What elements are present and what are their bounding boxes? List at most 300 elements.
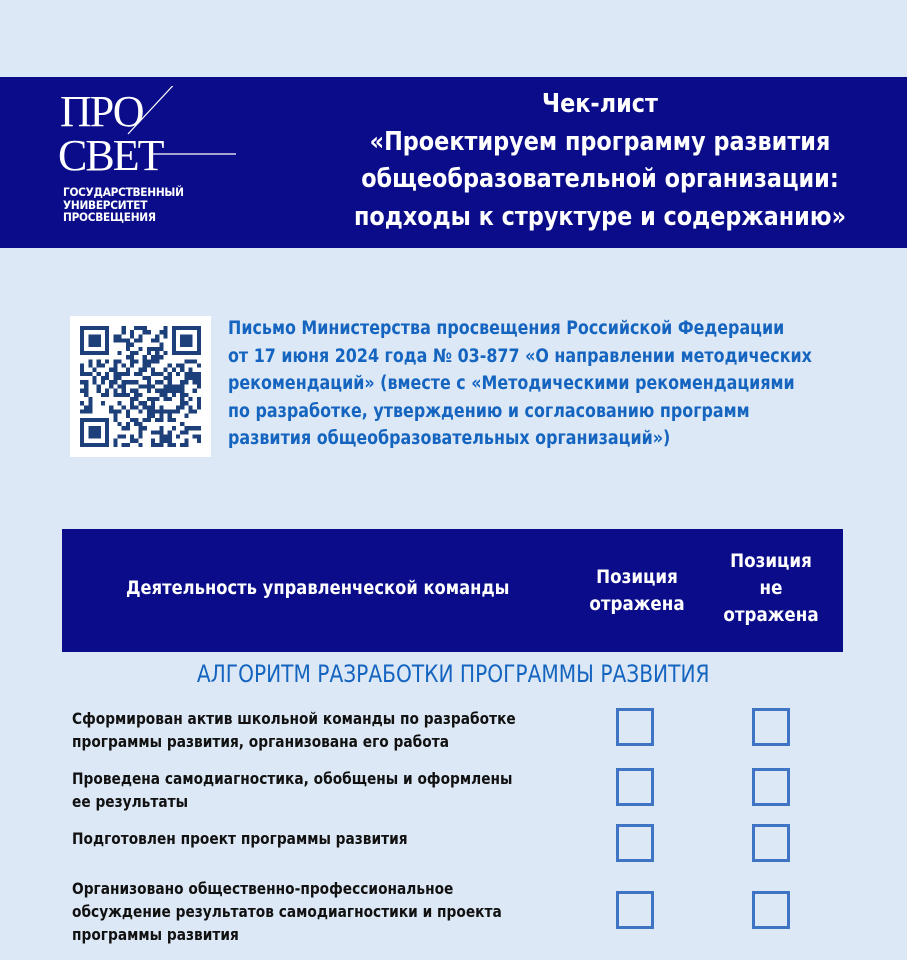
qr-module [105, 326, 109, 330]
qr-module [151, 347, 155, 351]
qr-module [101, 326, 105, 330]
qr-module [159, 414, 163, 418]
qr-module [84, 351, 88, 355]
qr-module [134, 439, 138, 443]
qr-module [80, 343, 84, 347]
qr-module [134, 380, 138, 384]
qr-module [138, 326, 142, 330]
qr-module [80, 347, 84, 351]
qr-module [151, 359, 155, 363]
logo-subtitle-line: ПРОСВЕЩЕНИЯ [63, 210, 156, 224]
qr-module [168, 439, 172, 443]
qr-module [93, 380, 97, 384]
qr-module [188, 339, 192, 343]
qr-module [130, 380, 134, 384]
qr-module [155, 418, 159, 422]
qr-module [134, 397, 138, 401]
qr-module [88, 343, 92, 347]
qr-module [184, 426, 188, 430]
qr-module [188, 397, 192, 401]
checkbox-not-reflected[interactable] [752, 768, 790, 806]
qr-module [101, 380, 105, 384]
qr-module [130, 418, 134, 422]
qr-module [180, 384, 184, 388]
qr-module [84, 409, 88, 413]
checkbox-not-reflected[interactable] [752, 824, 790, 862]
qr-module [80, 326, 84, 330]
row-text [72, 877, 632, 946]
qr-module [101, 364, 105, 368]
qr-module [130, 397, 134, 401]
qr-module [159, 443, 163, 447]
qr-module [168, 430, 172, 434]
qr-module [147, 364, 151, 368]
qr-module [197, 364, 201, 368]
qr-module [159, 380, 163, 384]
qr-module [118, 372, 122, 376]
qr-module [105, 351, 109, 355]
qr-module [126, 422, 130, 426]
qr-module [193, 359, 197, 363]
qr-module [184, 351, 188, 355]
qr-module [97, 339, 101, 343]
qr-module [197, 397, 201, 401]
qr-module [188, 426, 192, 430]
qr-module [88, 326, 92, 330]
qr-module [151, 372, 155, 376]
qr-module [97, 364, 101, 368]
qr-module [126, 347, 130, 351]
qr-module [105, 389, 109, 393]
qr-module [151, 397, 155, 401]
qr-module [80, 380, 84, 384]
qr-module [188, 368, 192, 372]
qr-module [180, 334, 184, 338]
qr-module [126, 409, 130, 413]
qr-module [151, 443, 155, 447]
qr-module [147, 376, 151, 380]
qr-module [105, 430, 109, 434]
qr-module [159, 389, 163, 393]
qr-module [126, 443, 130, 447]
qr-module [155, 397, 159, 401]
qr-module [80, 430, 84, 434]
qr-module [155, 351, 159, 355]
qr-module [122, 393, 126, 397]
qr-module [176, 409, 180, 413]
qr-module [151, 414, 155, 418]
qr-module [168, 364, 172, 368]
qr-module [134, 372, 138, 376]
column-header-line: не [759, 577, 783, 599]
qr-module [197, 376, 201, 380]
qr-module [93, 368, 97, 372]
qr-module [105, 393, 109, 397]
qr-module [113, 359, 117, 363]
section-title [0, 660, 907, 688]
qr-module [130, 389, 134, 393]
qr-module [134, 422, 138, 426]
qr-module [109, 405, 113, 409]
qr-module [163, 384, 167, 388]
qr-module [88, 405, 92, 409]
qr-module [163, 326, 167, 330]
qr-module [126, 368, 130, 372]
qr-module [88, 426, 92, 430]
qr-module [147, 359, 151, 363]
qr-module [101, 418, 105, 422]
qr-module [151, 401, 155, 405]
checkbox-reflected[interactable] [616, 824, 654, 862]
qr-module [180, 364, 184, 368]
qr-module [105, 347, 109, 351]
qr-module [88, 397, 92, 401]
qr-module [105, 372, 109, 376]
column-header-not-reflected [711, 548, 831, 629]
qr-module [118, 401, 122, 405]
qr-module [80, 418, 84, 422]
section-title-text: АЛГОРИТМ РАЗРАБОТКИ ПРОГРАММЫ РАЗВИТИЯ [197, 660, 710, 688]
qr-module [122, 384, 126, 388]
qr-module [88, 372, 92, 376]
qr-module [130, 405, 134, 409]
qr-module [172, 409, 176, 413]
qr-module [188, 405, 192, 409]
qr-module [126, 339, 130, 343]
qr-module [159, 343, 163, 347]
letter-line: Письмо Министерства просвещения Российской Федерации [228, 318, 785, 339]
qr-module [163, 439, 167, 443]
qr-module [151, 405, 155, 409]
qr-module [130, 343, 134, 347]
qr-module [143, 355, 147, 359]
qr-module [159, 330, 163, 334]
qr-module [147, 414, 151, 418]
column-header-line: Позиция [730, 550, 812, 572]
qr-module [163, 434, 167, 438]
qr-module [80, 422, 84, 426]
qr-module [101, 351, 105, 355]
qr-module [163, 409, 167, 413]
qr-module [97, 372, 101, 376]
qr-module [143, 330, 147, 334]
qr-module [197, 426, 201, 430]
qr-module [193, 434, 197, 438]
qr-module [197, 326, 201, 330]
row-text [72, 707, 632, 753]
qr-module [113, 368, 117, 372]
qr-module [180, 405, 184, 409]
row-text-line: Сформирован актив школьной команды по разработке [72, 709, 516, 728]
qr-module [193, 372, 197, 376]
qr-module [138, 430, 142, 434]
qr-module [130, 434, 134, 438]
qr-module [163, 368, 167, 372]
qr-module [105, 434, 109, 438]
qr-module [118, 409, 122, 413]
qr-module [188, 351, 192, 355]
qr-module [80, 439, 84, 443]
qr-module [130, 401, 134, 405]
qr-module [197, 343, 201, 347]
qr-module [197, 351, 201, 355]
qr-module [197, 330, 201, 334]
qr-module [184, 359, 188, 363]
qr-module [193, 376, 197, 380]
qr-module [130, 359, 134, 363]
qr-module [122, 380, 126, 384]
qr-module [134, 405, 138, 409]
qr-module [159, 439, 163, 443]
qr-module [113, 439, 117, 443]
qr-module [147, 409, 151, 413]
checkbox-reflected[interactable] [616, 708, 654, 746]
qr-module [159, 409, 163, 413]
qr-module [155, 389, 159, 393]
row-text-line: Проведена самодиагностика, обобщены и оформлены [72, 769, 513, 788]
qr-module [180, 380, 184, 384]
qr-module [134, 351, 138, 355]
checkbox-reflected[interactable] [616, 768, 654, 806]
qr-module [122, 443, 126, 447]
column-header-activity: Деятельность управленческой команды [126, 577, 510, 599]
prosvet-logo-mark [40, 86, 250, 186]
qr-module [113, 376, 117, 380]
qr-module [130, 364, 134, 368]
qr-module [134, 389, 138, 393]
qr-module [113, 409, 117, 413]
qr-code[interactable] [70, 316, 211, 457]
qr-module [176, 384, 180, 388]
qr-module [138, 368, 142, 372]
qr-module [159, 355, 163, 359]
qr-module [197, 347, 201, 351]
qr-module [180, 339, 184, 343]
qr-module [143, 359, 147, 363]
title-line: Чек-лист [542, 89, 658, 119]
qr-module [122, 326, 126, 330]
qr-module [184, 401, 188, 405]
row-text-line: ее результаты [72, 792, 189, 811]
qr-module [126, 343, 130, 347]
qr-module [80, 443, 84, 447]
qr-module [176, 364, 180, 368]
qr-module [197, 339, 201, 343]
qr-module [184, 393, 188, 397]
qr-module [172, 347, 176, 351]
qr-module [105, 334, 109, 338]
qr-module [159, 434, 163, 438]
qr-module [84, 372, 88, 376]
qr-module [88, 409, 92, 413]
qr-module [80, 401, 84, 405]
qr-module [155, 339, 159, 343]
qr-module [172, 426, 176, 430]
qr-module [101, 401, 105, 405]
qr-code-icon [80, 326, 201, 447]
qr-module [126, 393, 130, 397]
qr-module [147, 389, 151, 393]
qr-module [130, 334, 134, 338]
letter-line: развития общеобразовательных организаций») [228, 428, 671, 449]
qr-module [168, 409, 172, 413]
qr-module [118, 393, 122, 397]
qr-module [159, 405, 163, 409]
qr-module [97, 434, 101, 438]
qr-module [180, 443, 184, 447]
qr-module [122, 434, 126, 438]
qr-module [84, 443, 88, 447]
qr-module [193, 409, 197, 413]
qr-module [126, 414, 130, 418]
qr-module [163, 397, 167, 401]
qr-module [93, 339, 97, 343]
qr-module [93, 376, 97, 380]
qr-module [97, 418, 101, 422]
qr-module [168, 372, 172, 376]
qr-module [168, 414, 172, 418]
qr-module [97, 426, 101, 430]
qr-module [172, 326, 176, 330]
qr-module [118, 422, 122, 426]
table-header [62, 529, 843, 652]
qr-module [113, 393, 117, 397]
qr-module [93, 434, 97, 438]
qr-module [80, 368, 84, 372]
qr-module [180, 389, 184, 393]
qr-module [118, 339, 122, 343]
qr-module [197, 380, 201, 384]
qr-module [151, 368, 155, 372]
qr-module [80, 330, 84, 334]
qr-module [113, 389, 117, 393]
qr-module [143, 401, 147, 405]
qr-module [118, 359, 122, 363]
qr-module [184, 334, 188, 338]
qr-module [138, 426, 142, 430]
qr-module [97, 326, 101, 330]
column-header-line: Позиция [596, 566, 678, 588]
qr-module [188, 334, 192, 338]
qr-module [172, 339, 176, 343]
qr-module [168, 384, 172, 388]
qr-module [105, 439, 109, 443]
row-text [72, 827, 632, 850]
qr-module [113, 414, 117, 418]
qr-module [147, 347, 151, 351]
qr-module [184, 443, 188, 447]
qr-module [147, 397, 151, 401]
ministry-letter-link[interactable] [228, 315, 888, 453]
qr-module [80, 334, 84, 338]
qr-module [84, 326, 88, 330]
qr-module [130, 351, 134, 355]
qr-module [88, 434, 92, 438]
qr-module [147, 405, 151, 409]
qr-module [80, 426, 84, 430]
qr-module [126, 380, 130, 384]
qr-module [97, 334, 101, 338]
checkbox-reflected[interactable] [616, 891, 654, 929]
qr-module [138, 384, 142, 388]
checkbox-not-reflected[interactable] [752, 891, 790, 929]
logo-subtitle-line: ГОСУДАРСТВЕННЫЙ [63, 185, 184, 199]
qr-module [180, 397, 184, 401]
letter-line: рекомендаций» (вместе с «Методическими рекомендациями [228, 373, 795, 394]
qr-module [180, 343, 184, 347]
qr-module [84, 389, 88, 393]
qr-module [184, 343, 188, 347]
qr-module [93, 334, 97, 338]
qr-module [105, 426, 109, 430]
qr-module [180, 368, 184, 372]
document-title [300, 86, 900, 236]
qr-module [80, 364, 84, 368]
qr-module [113, 372, 117, 376]
qr-module [97, 351, 101, 355]
qr-module [193, 426, 197, 430]
qr-module [155, 372, 159, 376]
qr-module [143, 368, 147, 372]
qr-module [88, 359, 92, 363]
qr-module [176, 389, 180, 393]
qr-module [172, 384, 176, 388]
qr-module [138, 434, 142, 438]
row-text-line: Организовано общественно-профессиональное [72, 879, 454, 898]
qr-module [163, 351, 167, 355]
qr-module [193, 351, 197, 355]
qr-module [197, 372, 201, 376]
qr-module [101, 376, 105, 380]
qr-module [188, 343, 192, 347]
qr-module [122, 389, 126, 393]
qr-module [155, 409, 159, 413]
qr-module [188, 359, 192, 363]
qr-module [172, 343, 176, 347]
qr-module [138, 443, 142, 447]
logo-subtitle [63, 186, 219, 224]
qr-module [168, 443, 172, 447]
checkbox-not-reflected[interactable] [752, 708, 790, 746]
qr-module [172, 330, 176, 334]
qr-module [184, 430, 188, 434]
qr-module [113, 364, 117, 368]
qr-module [151, 355, 155, 359]
qr-module [88, 339, 92, 343]
qr-module [93, 418, 97, 422]
qr-module [118, 351, 122, 355]
qr-module [147, 418, 151, 422]
letter-line: по разработке, утверждению и согласованию программ [228, 400, 750, 422]
logo-line2: СВЕТ [58, 131, 163, 180]
qr-module [109, 380, 113, 384]
qr-module [172, 418, 176, 422]
qr-module [134, 326, 138, 330]
qr-module [88, 364, 92, 368]
qr-module [80, 389, 84, 393]
qr-module [138, 393, 142, 397]
qr-module [88, 334, 92, 338]
letter-line: от 17 июня 2024 года № 03-877 «О направлении методических [228, 345, 812, 367]
qr-module [88, 430, 92, 434]
row-text-line: программы развития [72, 925, 239, 944]
qr-module [105, 418, 109, 422]
qr-module [80, 351, 84, 355]
qr-module [159, 347, 163, 351]
qr-module [80, 372, 84, 376]
qr-module [138, 422, 142, 426]
qr-module [122, 339, 126, 343]
